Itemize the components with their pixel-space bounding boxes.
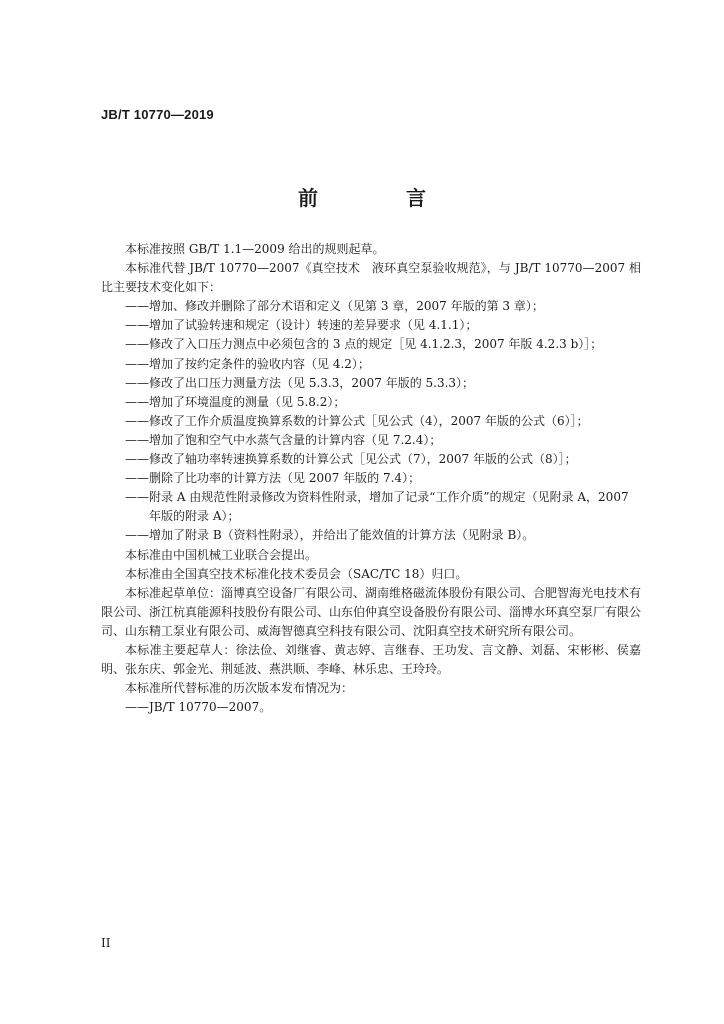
intro-paragraph: 本标准按照 GB/T 1.1—2009 给出的规则起草。 [125,242,385,256]
change-item: ——增加了环境温度的测量（见 5.8.2）； [125,394,346,409]
closing-paragraph: 本标准由全国真空技术标准化技术委员会（SAC/TC 18）归口。 [125,566,468,581]
change-item: ——修改了出口压力测量方法（见 5.3.3，2007 年版的 5.3.3）； [125,375,475,390]
closing-paragraph: 本标准由中国机械工业联合会提出。 [125,547,318,562]
change-item: ——附录 A 由规范性附录修改为资料性附录，增加了记录“工作介质”的规定（见附录 A，2007 年版的附录 A）； [125,490,629,524]
change-item: ——增加了饱和空气中水蒸气含量的计算内容（见 7.2.4）； [125,432,442,447]
drafting-units-paragraph: 本标准起草单位：淄博真空设备厂有限公司、湖南维格磁流体股份有限公司、合肥智海光电技术有限公司、浙江杭真能源科技股份有限公司、山东伯仲真空设备股份有限公司、淄博水环真空泵厂有限公司、山东精工泵业有限公司、威海智德真空科技有限公司、沈阳真空技术研究所有限公司。 [101,585,642,638]
change-item: ——增加、修改并删除了部分术语和定义（见第 3 章，2007 年版的第 3 章）； [125,299,544,314]
change-item: ——增加了试验转速和规定（设计）转速的差异要求（见 4.1.1）； [125,318,478,333]
standard-number: JB/T 10770—2019 [101,107,214,122]
change-item: ——修改了入口压力测点中必须包含的 3 点的规定［见 4.1.2.3，2007 年版 4.2.3 b）］； [125,337,603,352]
change-item: ——增加了按约定条件的验收内容（见 4.2）； [125,356,370,371]
foreword-body [101,240,641,717]
intro-paragraph: 本标准代替 JB/T 10770—2007《真空技术 液环真空泵验收规范》，与 JB/T 10770—2007 相比主要技术变化如下： [101,261,641,295]
change-item: ——修改了工作介质温度换算系数的计算公式［见公式（4），2007 年版的公式（6）］； [125,413,589,428]
history-item: ——JB/T 10770—2007。 [125,700,272,715]
change-item: ——增加了附录 B（资料性附录），并给出了能效值的计算方法（见附录 B）。 [125,528,535,543]
drafters-paragraph: 本标准主要起草人：徐法俭、刘继睿、黄志婷、言继春、王功发、言文静、刘磊、宋彬彬、侯嘉明、张东庆、郭金光、荆延波、燕洪顺、李峰、林乐忠、王玲玲。 [101,642,641,677]
page-number: II [101,936,111,950]
page-title: 前 言 [298,186,460,210]
change-item: ——删除了比功率的计算方法（见 2007 年版的 7.4）； [125,471,421,486]
change-item: ——修改了轴功率转速换算系数的计算公式［见公式（7），2007 年版的公式（8）］； [125,452,577,467]
history-intro-paragraph: 本标准所代替标准的历次版本发布情况为： [125,681,354,696]
